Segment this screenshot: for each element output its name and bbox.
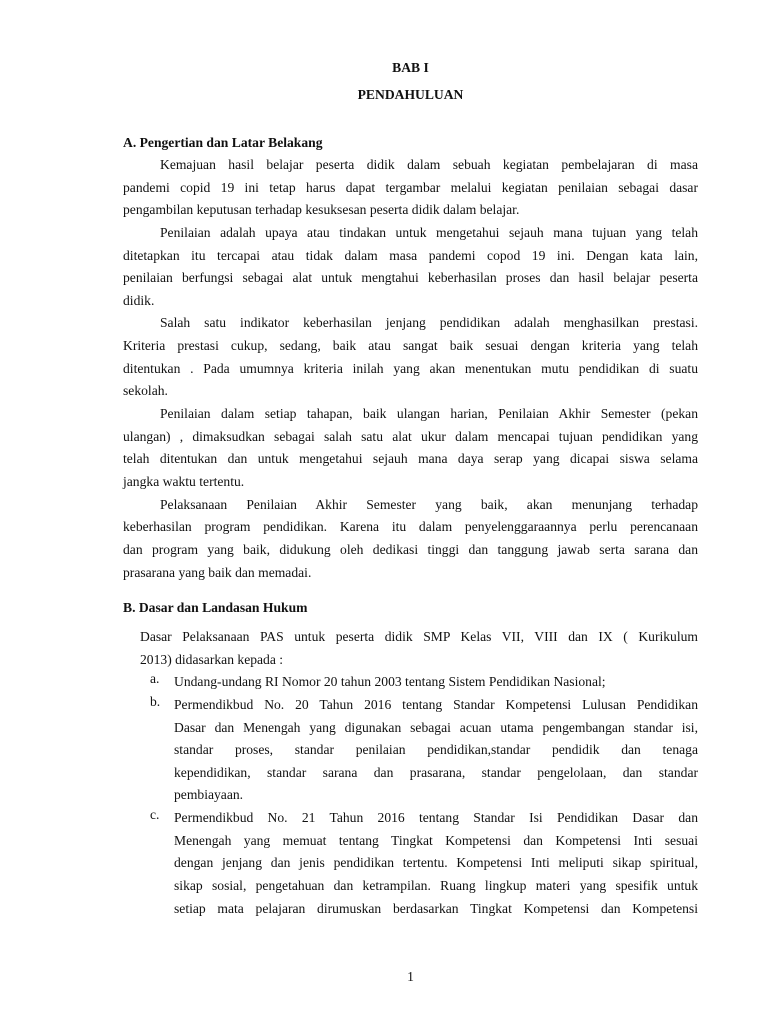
text-line: setiap mata pelajaran dirumuskan berdasarkan Tingkat Kompetensi dan Kompetensi	[174, 900, 698, 916]
section-b-body	[140, 626, 698, 920]
list-marker: c.	[150, 807, 160, 823]
list-item	[140, 671, 698, 694]
text-line: dan program yang baik, didukung oleh dedikasi tinggi dan tanggung jawab serta sarana dan	[123, 541, 698, 557]
text-line: pandemi copid 19 ini tetap harus dapat tergambar melalui kegiatan penilaian sebagai dasar	[123, 179, 698, 195]
text-line: Dasar Pelaksanaan PAS untuk peserta didik SMP Kelas VII, VIII dan IX ( Kurikulum	[140, 629, 698, 644]
text-line: sikap sosial, pengetahuan dan ketrampilan. Ruang lingkup materi yang spesifik untuk	[174, 878, 698, 894]
text-line: kependidikan, standar sarana dan prasarana, standar pengelolaan, dan standar	[174, 764, 698, 780]
list-item	[140, 694, 698, 807]
text-line: Pelaksanaan Penilaian Akhir Semester yang baik, akan menunjang terhadap	[160, 496, 698, 512]
list-item	[140, 807, 698, 920]
list-marker: a.	[150, 671, 160, 687]
text-line: pengambilan keputusan terhadap kesuksesan peserta didik dalam belajar.	[123, 202, 520, 218]
text-line: pembiayaan.	[174, 787, 244, 803]
text-line: Penilaian dalam setiap tahapan, baik ulangan harian, Penilaian Akhir Semester (pekan	[160, 406, 698, 422]
section-a-body	[123, 154, 698, 584]
chapter-number: BAB I	[392, 60, 429, 75]
text-line: dengan jenjang dan jenis pendidikan tertentu. Kompetensi Inti meliputi sikap spiritual,	[174, 855, 698, 871]
section-b-heading: B. Dasar dan Landasan Hukum	[123, 600, 308, 615]
list-marker: b.	[150, 693, 161, 709]
text-line: Menengah yang memuat tentang Tingkat Kompetensi dan Kompetensi Inti sesuai	[174, 832, 698, 848]
text-line: Permendikbud No. 20 Tahun 2016 tentang Standar Kompetensi Lulusan Pendidikan	[174, 696, 698, 712]
text-line: Kriteria prestasi cukup, sedang, baik atau sangat baik sesuai dengan kriteria yang telah	[123, 338, 698, 354]
paragraph	[123, 494, 698, 585]
text-line: didik.	[123, 292, 155, 308]
text-line: telah ditentukan dan untuk mengetahui sejauh mana daya serap yang dicapai siswa selama	[123, 451, 698, 467]
text-line: penilaian berfungsi sebagai alat untuk mengtahui keberhasilan proses dan hasil belajar peserta	[123, 270, 698, 286]
text-line: Salah satu indikator keberhasilan jenjang pendidikan adalah menghasilkan prestasi.	[160, 315, 698, 331]
text-line: Penilaian adalah upaya atau tindakan untuk mengetahui sejauh mana tujuan yang telah	[160, 224, 698, 240]
page-number: 1	[407, 969, 414, 984]
section-a-heading: A. Pengertian dan Latar Belakang	[123, 135, 323, 150]
paragraph	[123, 403, 698, 494]
text-line: sekolah.	[123, 383, 168, 399]
text-line: ditetapkan itu tercapai atau tidak dalam masa pandemi copod 19 ini. Dengan kata lain,	[123, 247, 698, 263]
text-line: keberhasilan program pendidikan. Karena itu dalam penyelenggaraannya perlu perencanaan	[123, 519, 698, 535]
text-line: jangka waktu tertentu.	[123, 473, 245, 489]
text-line: Permendikbud No. 21 Tahun 2016 tentang Standar Isi Pendidikan Dasar dan	[174, 810, 698, 826]
text-line: Kemajuan hasil belajar peserta didik dalam sebuah kegiatan pembelajaran di masa	[160, 157, 698, 172]
chapter-title: PENDAHULUAN	[357, 87, 464, 102]
text-line: 2013) didasarkan kepada :	[140, 651, 284, 667]
text-line: Dasar dan Menengah yang digunakan sebagai acuan utama pengembangan standar isi,	[174, 719, 698, 735]
paragraph	[123, 222, 698, 313]
text-line: ulangan) , dimaksudkan sebagai salah satu alat ukur dalam mencapai tujuan pendidikan yang	[123, 428, 698, 444]
paragraph	[123, 154, 698, 222]
paragraph	[123, 312, 698, 403]
text-line: Undang-undang RI Nomor 20 tahun 2003 tentang Sistem Pendidikan Nasional;	[174, 674, 606, 690]
text-line: prasarana yang baik dan memadai.	[123, 564, 312, 580]
intro-paragraph	[140, 626, 698, 671]
text-line: ditentukan . Pada umumnya kriteria inilah yang akan menentukan mutu pendidikan di suatu	[123, 360, 698, 376]
text-line: standar proses, standar penilaian pendidikan,standar pendidik dan tenaga	[174, 742, 698, 758]
